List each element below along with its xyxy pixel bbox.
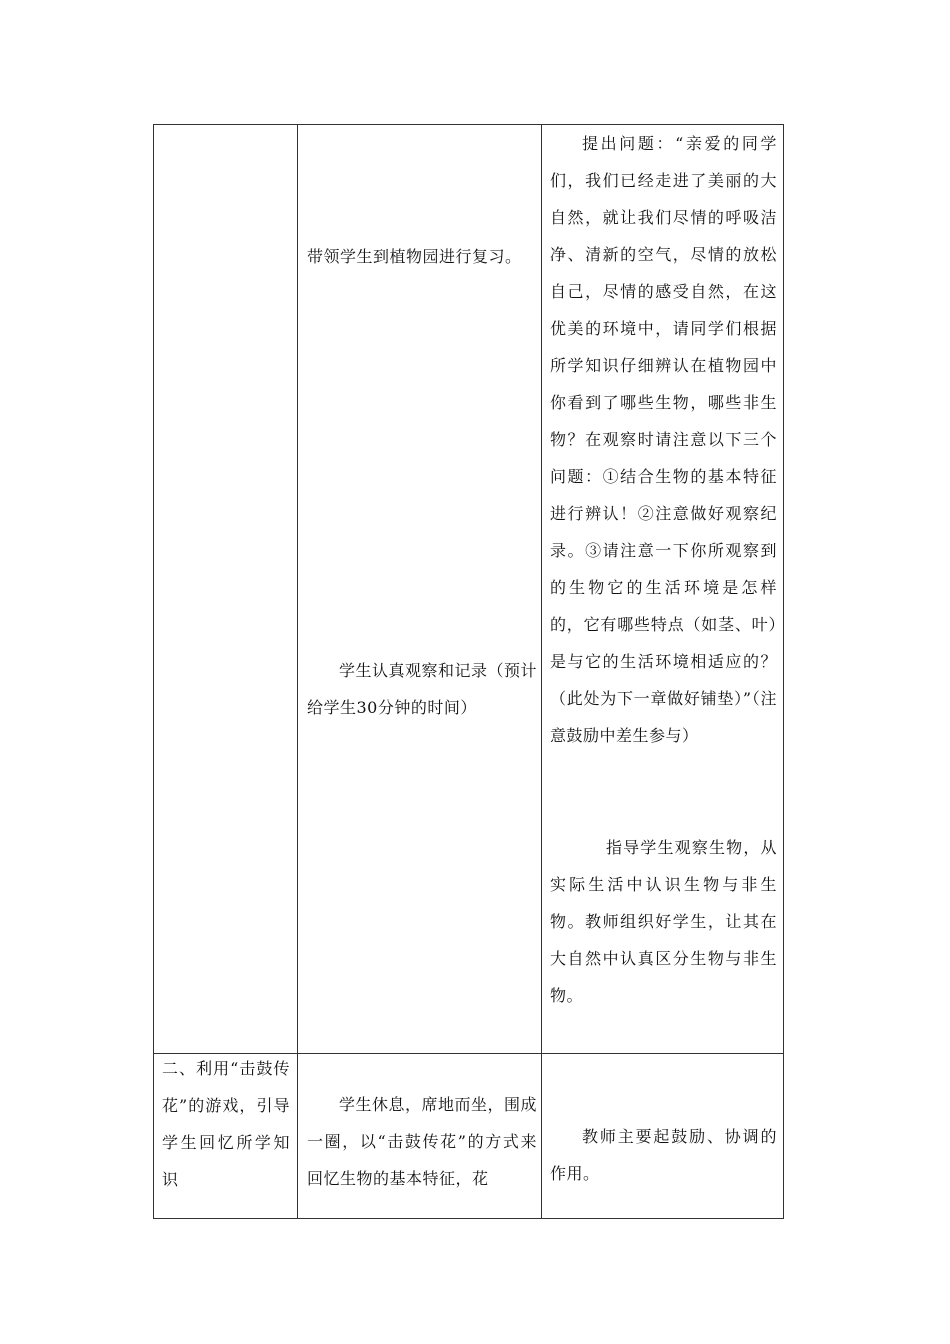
- row2-stage: 二、利用“击鼓传花”的游戏，引导学生回忆所学知识: [162, 1059, 290, 1189]
- row2-student-activity: 学生休息，席地而坐，围成一圈，以“击鼓传花”的方式来回忆生物的基本特征，花: [307, 1095, 538, 1188]
- row1-design-guide: 指导学生观察生物，从实际生活中认识生物与非生物。教师组织好学生，让其在大自然中认真区分生物与非生物。: [550, 838, 777, 1005]
- column-divider-1: [297, 125, 298, 1218]
- row1-design-question: 提出问题：“亲爱的同学们，我们已经走进了美丽的大自然，就让我们尽情的呼吸洁净、清新的空气，尽情的放松自己，尽情的感受自然，在这优美的环境中，请同学们根据所学知识仔细辨认在植物园中你看到了哪些生物，哪些非生物？在观察时请注意以下三个问题：①结合生物的基本特征进行辨认！②注意做好观察纪录。③请注意一下你所观察到的生物它的生活环境是怎样的，它有哪些特点（如茎、叶）是与它的生活环境相适应的？（此处为下一章做好铺垫）”（注意鼓励中差生参与）: [550, 134, 777, 745]
- row2-design: 教师主要起鼓励、协调的作用。: [550, 1127, 777, 1183]
- lesson-plan-table: [153, 124, 784, 1219]
- row1-teacher-activity: 带领学生到植物园进行复习。: [307, 247, 522, 266]
- row1-student-activity: 学生认真观察和记录（预计给学生30分钟的时间）: [307, 661, 538, 717]
- column-divider-2: [541, 125, 542, 1218]
